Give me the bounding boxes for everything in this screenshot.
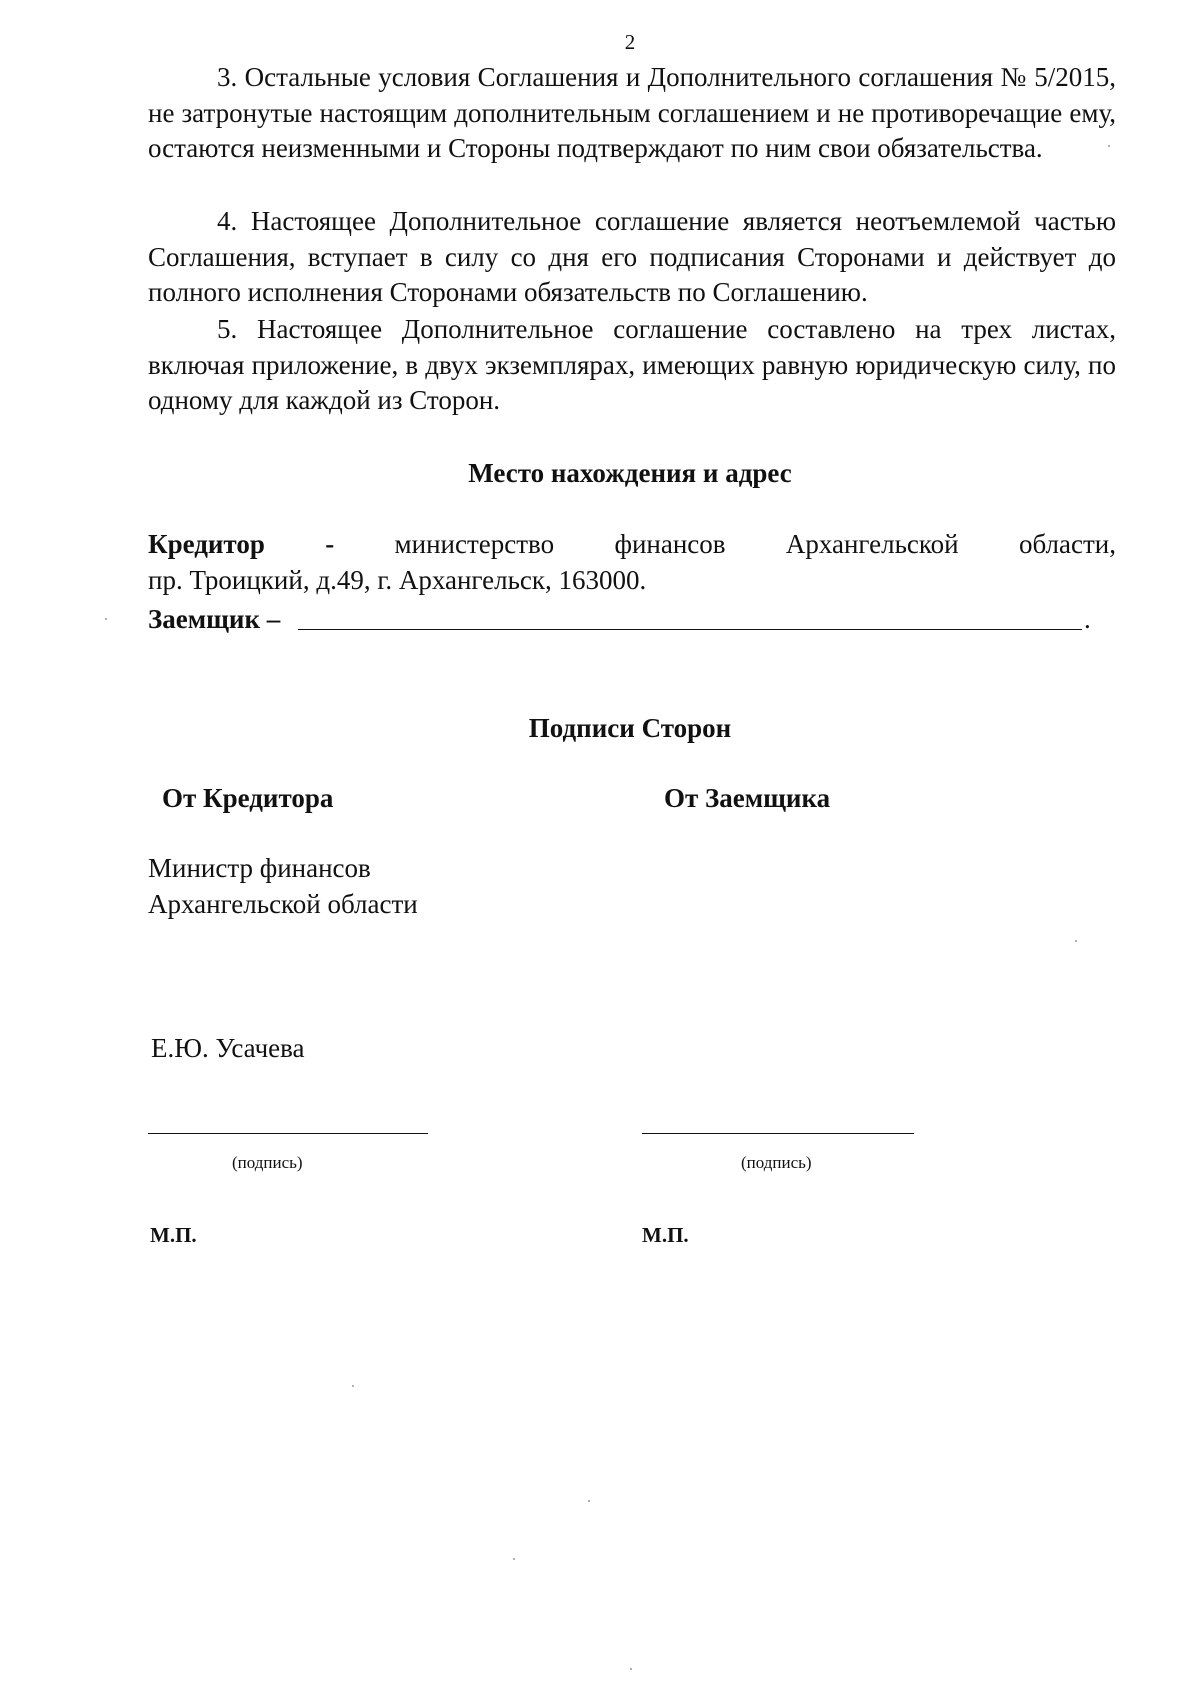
- borrower-label: Заемщик –: [148, 604, 281, 634]
- paragraph-5: 5. Настоящее Дополнительное соглашение составлено на трех листах, включая приложение, в двух экземплярах, имеющих равную юридическую силу, по одному для каждой из Сторон.: [148, 314, 1116, 415]
- scan-speck: [1108, 145, 1110, 147]
- scan-speck: [352, 1385, 354, 1387]
- creditor-label: Кредитор: [148, 529, 265, 559]
- creditor-position-line2: Архангельской области: [148, 889, 418, 919]
- stamp-left: М.П.: [150, 1223, 197, 1247]
- creditor-signatory-name: Е.Ю. Усачева: [151, 1033, 305, 1063]
- creditor-word-1: министерство: [394, 529, 555, 559]
- scan-speck: [513, 1558, 515, 1560]
- creditor-position-line1: Министр финансов: [148, 853, 371, 883]
- borrower-fill-line: [298, 629, 1082, 630]
- creditor-block: [148, 526, 1116, 598]
- paragraph-3: 3. Остальные условия Соглашения и Дополнительного соглашения № 5/2015, не затронутые настоящим дополнительным соглашением и не противоречащие ему, остаются неизменными и Стороны подтверждают по ним свои обязательства.: [148, 62, 1116, 163]
- creditor-word-2: финансов: [614, 529, 726, 559]
- creditor-word-4: области,: [1018, 529, 1116, 559]
- creditor-address: пр. Троицкий, д.49, г. Архангельск, 163000.: [148, 565, 647, 595]
- creditor-sign-heading: От Кредитора: [162, 783, 334, 813]
- address-heading: Место нахождения и адрес: [468, 458, 792, 488]
- creditor-dash: -: [325, 529, 335, 559]
- signatures-heading: Подписи Сторон: [528, 713, 732, 743]
- scan-speck: [588, 1500, 590, 1502]
- creditor-word-3: Архангельской: [785, 529, 959, 559]
- scan-speck: [105, 618, 107, 620]
- signature-caption-right: (подпись): [741, 1153, 812, 1172]
- scan-speck: [630, 1668, 632, 1670]
- creditor-line: [148, 526, 1116, 562]
- paragraph-4: 4. Настоящее Дополнительное соглашение является неотъемлемой частью Соглашения, вступает в силу со дня его подписания Сторонами и действует до полного исполнения Сторонами обязательств по Соглашению.: [148, 206, 1116, 307]
- signature-line-right: [642, 1133, 914, 1134]
- signature-caption-left: (подпись): [232, 1153, 303, 1172]
- stamp-right: М.П.: [642, 1223, 689, 1247]
- signature-line-left: [148, 1133, 428, 1134]
- scan-speck: [1075, 940, 1077, 942]
- borrower-end-dot: .: [1084, 604, 1091, 634]
- page-number: 2: [624, 30, 636, 54]
- borrower-sign-heading: От Заемщика: [664, 783, 831, 813]
